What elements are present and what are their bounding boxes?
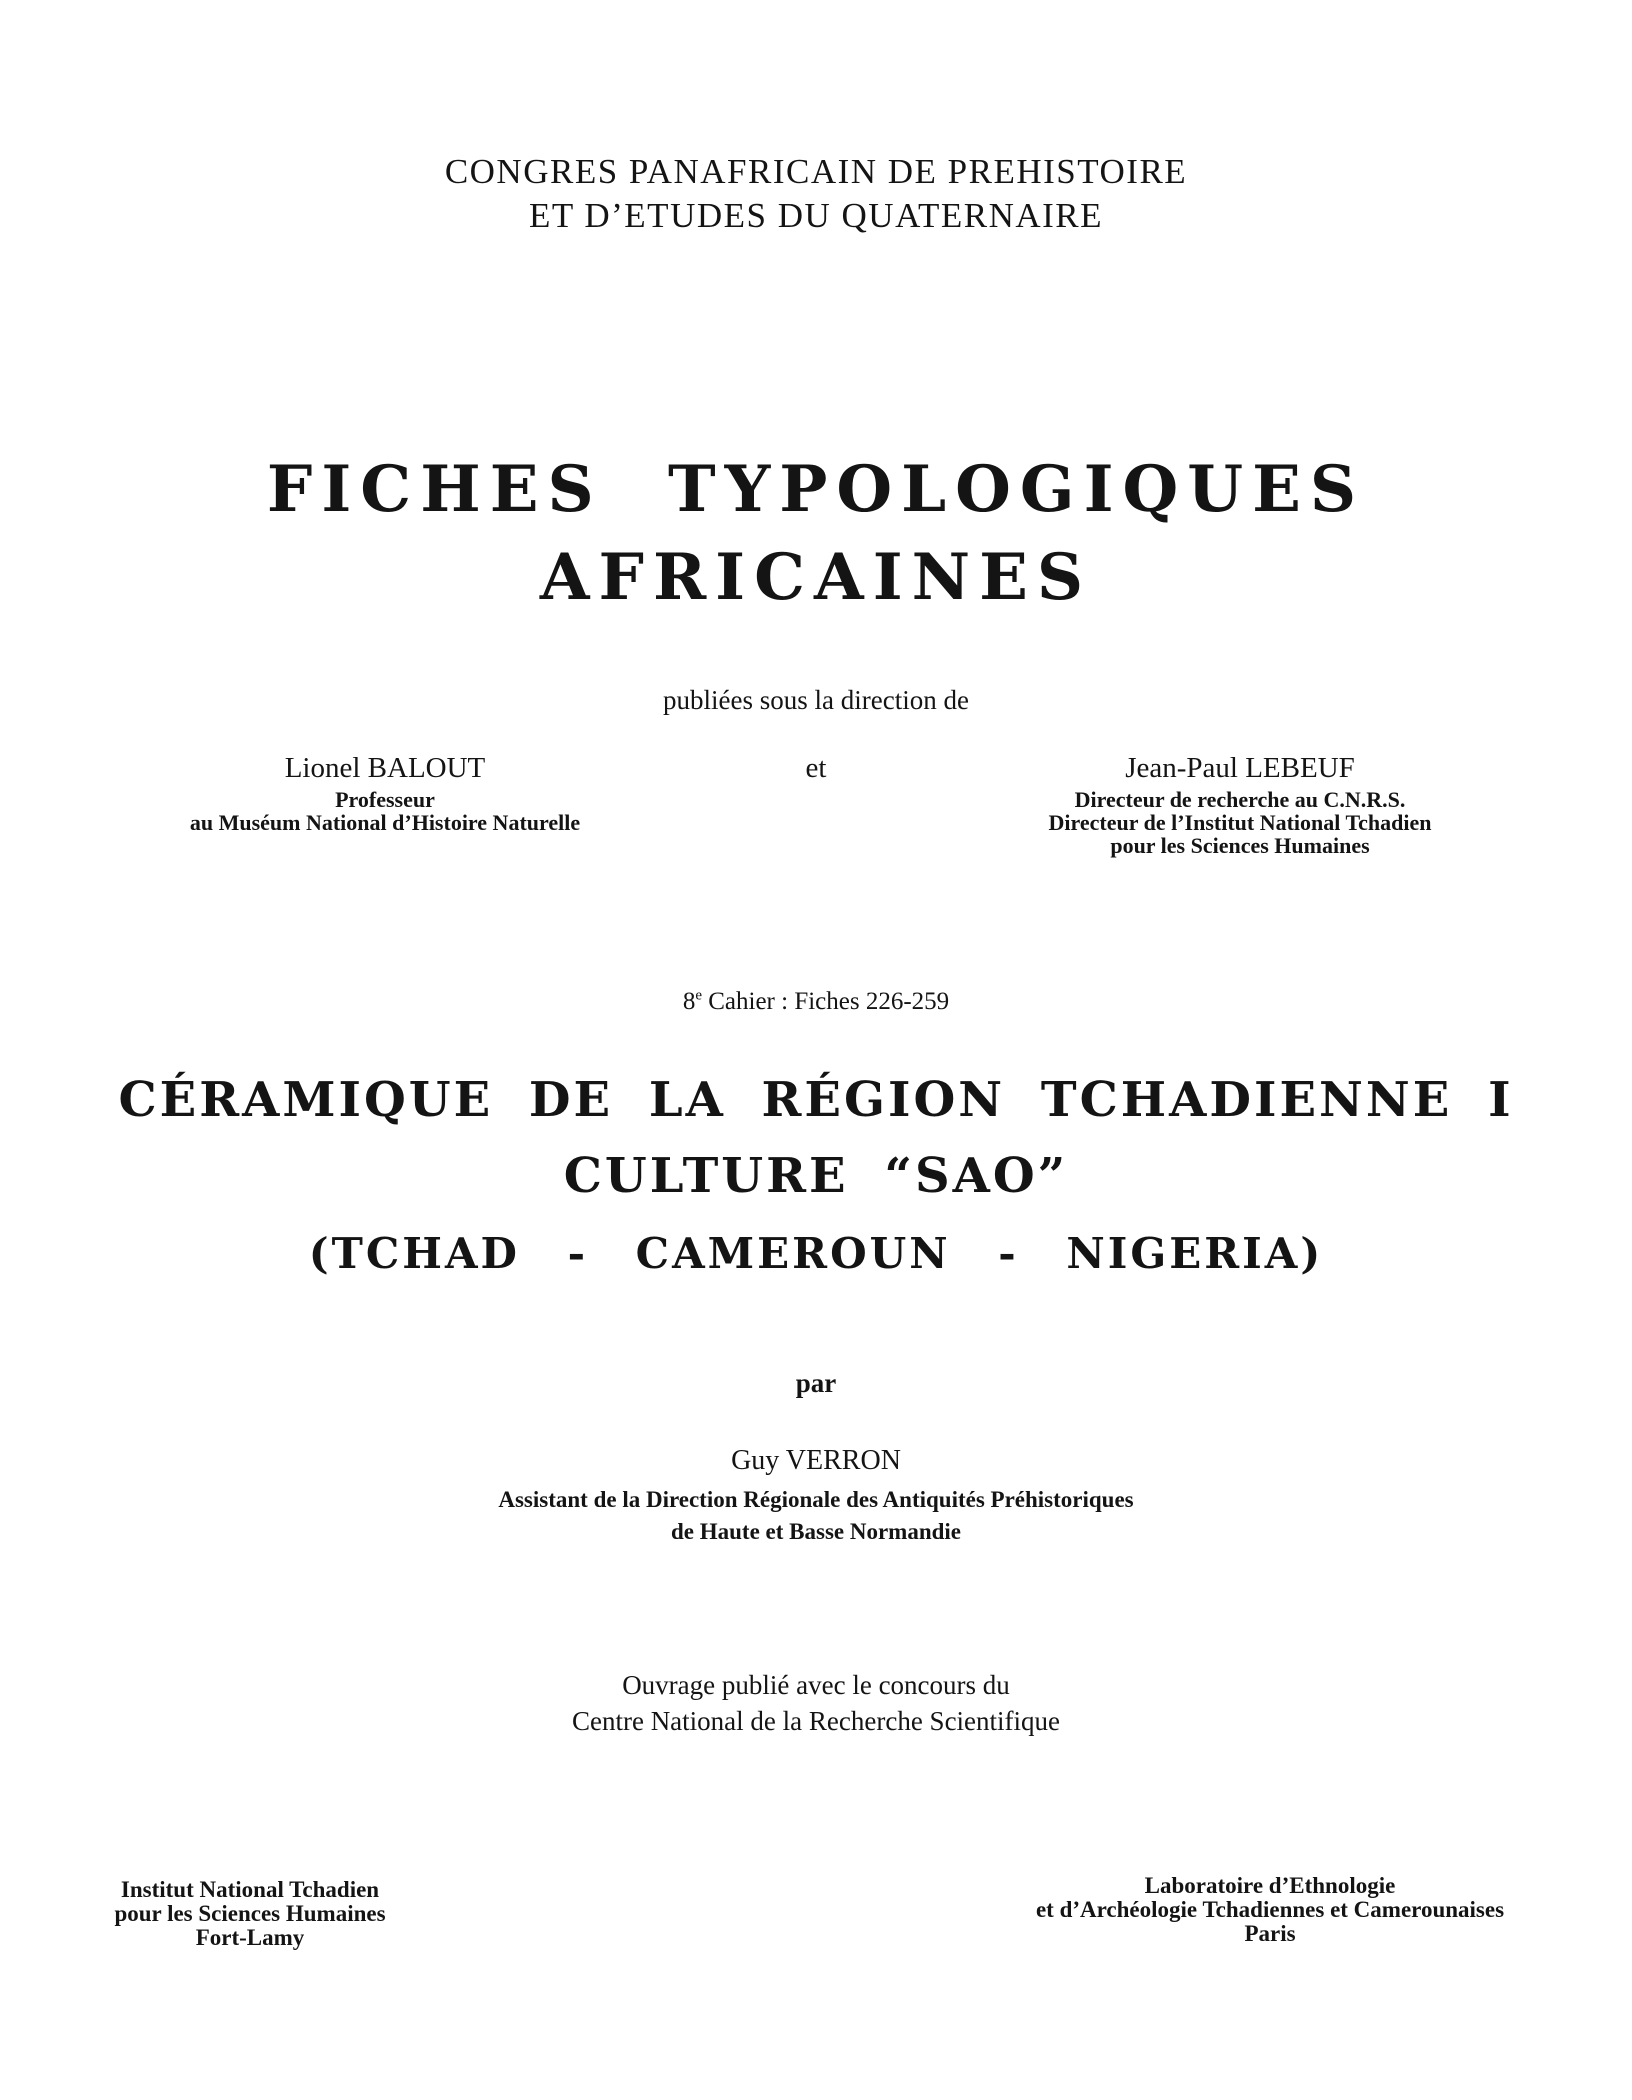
volume-title: [0, 1062, 1632, 1214]
editor-left: [110, 750, 660, 834]
volume-title-line-1: CÉRAMIQUE DE LA RÉGION TCHADIENNE I: [118, 1072, 1514, 1128]
by-label: par: [795, 1368, 837, 1398]
congress-line-1: CONGRES PANAFRICAIN DE PREHISTOIRE: [444, 152, 1188, 191]
congress-line-2: ET D’ETUDES DU QUATERNAIRE: [529, 196, 1103, 235]
cahier-line: [0, 986, 1632, 1018]
direction-intro: publiées sous la direction de: [663, 685, 969, 715]
editor-left-role-1: Professeur: [335, 787, 435, 812]
editor-right-role-1: Directeur de recherche au C.N.R.S.: [1074, 787, 1406, 812]
editor-right-role-3: pour les Sciences Humaines: [1110, 833, 1370, 858]
footer-right-line-3: Paris: [1244, 1921, 1296, 1946]
congress-heading: [0, 150, 1632, 238]
author-name: Guy VERRON: [731, 1445, 901, 1476]
cahier-superscript: e: [695, 987, 702, 1004]
footer-publisher-left: [60, 1878, 440, 1950]
cahier-number: 8: [682, 988, 696, 1015]
author-affiliation-line-2: de Haute et Basse Normandie: [670, 1519, 962, 1544]
support-line-2: Centre National de la Recherche Scientifique: [571, 1706, 1061, 1736]
editor-right-role-2: Directeur de l’Institut National Tchadien: [1048, 810, 1432, 835]
cahier-text: Cahier : Fiches 226-259: [701, 988, 950, 1015]
editor-left-role-2: au Muséum National d’Histoire Naturelle: [189, 810, 581, 835]
author-affiliation: [0, 1484, 1632, 1548]
author-affiliation-line-1: Assistant de la Direction Régionale des Antiquités Préhistoriques: [498, 1487, 1134, 1512]
footer-left-line-2: pour les Sciences Humaines: [114, 1901, 386, 1926]
editors-conjunction: et: [805, 752, 827, 784]
series-title-line-2: AFRICAINES: [539, 540, 1093, 615]
editor-right-roles: [970, 788, 1510, 857]
editor-left-name: Lionel BALOUT: [284, 752, 486, 784]
support-line-1: Ouvrage publié avec le concours du: [622, 1670, 1010, 1700]
volume-title-line-2: CULTURE “SAO”: [563, 1148, 1069, 1204]
editor-right-name: Jean-Paul LEBEUF: [1125, 752, 1355, 784]
series-title: [0, 446, 1632, 622]
series-title-line-1: FICHES TYPOLOGIQUES: [266, 452, 1366, 527]
footer-left-line-3: Fort-Lamy: [195, 1925, 305, 1950]
footer-publisher-right: [990, 1874, 1550, 1946]
footer-left-line-1: Institut National Tchadien: [120, 1877, 380, 1902]
editor-left-roles: [110, 788, 660, 834]
footer-right-line-1: Laboratoire d’Ethnologie: [1144, 1873, 1396, 1898]
volume-region: (TCHAD - CAMEROUN - NIGERIA): [308, 1229, 1324, 1278]
support-note: [0, 1667, 1632, 1739]
footer-right-line-2: et d’Archéologie Tchadiennes et Camerounaises: [1035, 1897, 1505, 1922]
editor-right: [970, 750, 1510, 857]
